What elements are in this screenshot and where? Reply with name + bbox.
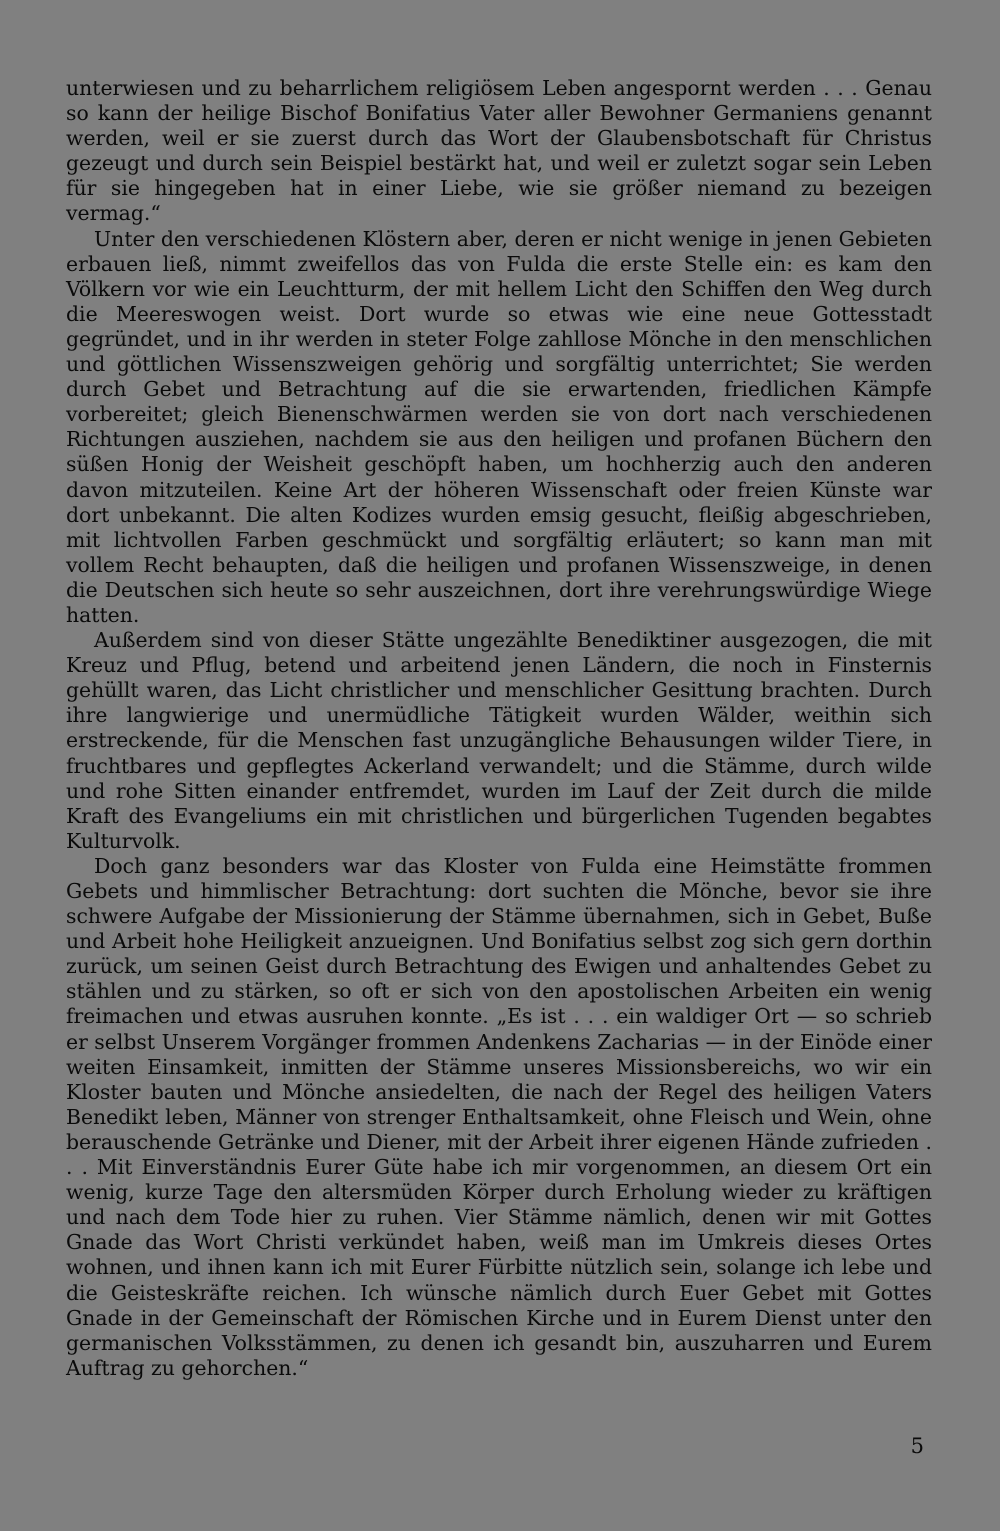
page-number: 5	[910, 1434, 924, 1458]
paragraph-3: Außerdem sind von dieser Stätte ungezählte Benediktiner ausgezogen, die mit Kreuz und Pflug, betend und arbeitend jenen Ländern, die noch in Finsternis gehüllt waren, das Licht christlicher und menschlicher Gesittung brachten. Durch ihre langwierige und unermüdliche Tätigkeit wurden Wälder, weithin sich erstreckende, für die Menschen fast unzugängliche Behausungen wilder Tiere, in fruchtbares und gepflegtes Ackerland verwandelt; und die Stämme, durch wilde und rohe Sitten einander entfremdet, wurden im Lauf der Zeit durch die milde Kraft des Evangeliums ein mit christlichen und bürgerlichen Tugenden begabtes Kulturvolk.	[66, 628, 932, 853]
paragraph-4: Doch ganz besonders war das Kloster von Fulda eine Heimstätte frommen Gebets und himmlischer Betrachtung: dort suchten die Mönche, bevor sie ihre schwere Aufgabe der Missionierung der Stämme übernahmen, sich in Gebet, Buße und Arbeit hohe Heiligkeit anzueignen. Und Bonifatius selbst zog sich gern dorthin zurück, um seinen Geist durch Betrachtung des Ewigen und anhaltendes Gebet zu stählen und zu stärken, so oft er sich von den apostolischen Arbeiten ein wenig freimachen und etwas ausruhen konnte. „Es ist . . . ein waldiger Ort — so schrieb er selbst Unserem Vorgänger frommen Andenkens Zacharias — in der Einöde einer weiten Einsamkeit, inmitten der Stämme unseres Missionsbereichs, wo wir ein Kloster bauten und Mönche ansiedelten, die nach der Regel des heiligen Vaters Benedikt leben, Männer von strenger Enthaltsamkeit, ohne Fleisch und Wein, ohne berauschende Getränke und Diener, mit der Arbeit ihrer eigenen Hände zufrieden . . . Mit Einverständnis Eurer Güte habe ich mir vorgenommen, an diesem Ort ein wenig, kurze Tage den altersmüden Körper durch Erholung wieder zu kräftigen und nach dem Tode hier zu ruhen. Vier Stämme nämlich, denen wir mit Gottes Gnade das Wort Christi verkündet haben, weiß man im Umkreis dieses Ortes wohnen, und ihnen kann ich mit Eurer Fürbitte nützlich sein, solange ich lebe und die Geisteskräfte reichen. Ich wünsche nämlich durch Euer Gebet mit Gottes Gnade in der Gemeinschaft der Römischen Kirche und in Eurem Dienst unter den germanischen Volksstämmen, zu denen ich gesandt bin, auszuharren und Eurem Auftrag zu gehorchen.“	[66, 853, 932, 1380]
paragraph-2: Unter den verschiedenen Klöstern aber, deren er nicht wenige in jenen Gebieten erbauen ließ, nimmt zweifellos das von Fulda die erste Stelle ein: es kam den Völkern vor wie ein Leuchtturm, der mit hellem Licht den Schiffen den Weg durch die Meereswogen weist. Dort wurde so etwas wie eine neue Gottesstadt gegründet, und in ihr werden in steter Folge zahllose Mönche in den menschlichen und göttlichen Wissenszweigen gehörig und sorgfältig unterrichtet; Sie werden durch Gebet und Betrachtung auf die sie erwartenden, friedlichen Kämpfe vorbereitet; gleich Bienenschwärmen werden sie von dort nach verschiedenen Richtungen ausziehen, nachdem sie aus den heiligen und profanen Büchern den süßen Honig der Weisheit geschöpft haben, um hochherzig auch den anderen davon mitzuteilen. Keine Art der höheren Wissenschaft oder freien Künste war dort unbekannt. Die alten Kodizes wurden emsig gesucht, fleißig abgeschrieben, mit lichtvollen Farben geschmückt und sorgfältig erläutert; so kann man mit vollem Recht behaupten, daß die heiligen und profanen Wissenszweige, in denen die Deutschen sich heute so sehr auszeichnen, dort ihre verehrungswürdige Wiege hatten.	[66, 226, 932, 627]
page-body	[66, 76, 932, 1381]
paragraph-1: unterwiesen und zu beharrlichem religiösem Leben angespornt werden . . . Genau so kann der heilige Bischof Bonifatius Vater aller Bewohner Germaniens genannt werden, weil er sie zuerst durch das Wort der Glaubensbotschaft für Christus gezeugt und durch sein Beispiel bestärkt hat, und weil er zuletzt sogar sein Leben für sie hingegeben hat in einer Liebe, wie sie größer niemand zu bezeigen vermag.“	[66, 76, 932, 226]
